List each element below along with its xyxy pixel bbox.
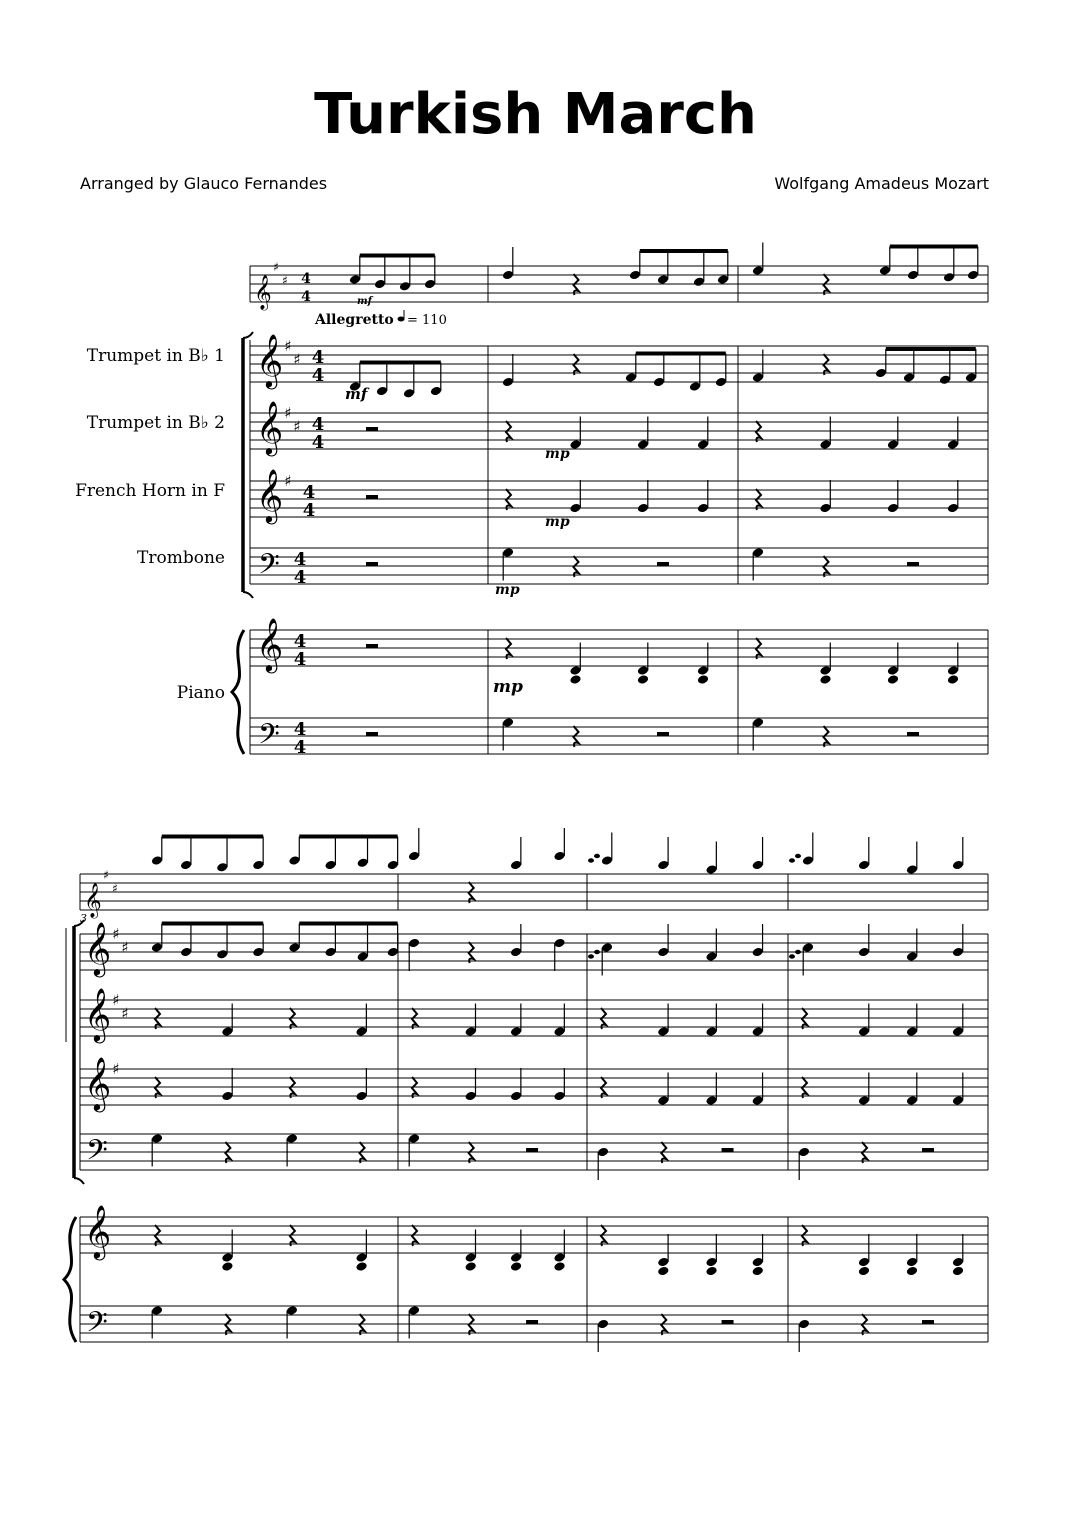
trumpet1-dynamic: mf xyxy=(345,385,368,403)
label-trumpet-1: Trumpet in B♭ 1 xyxy=(86,346,225,366)
time-signature-numerator: 4 xyxy=(302,482,316,503)
note-head xyxy=(657,1266,669,1277)
sharp-sign: ♯ xyxy=(121,1004,129,1023)
time-signature-denominator: 4 xyxy=(311,432,325,453)
half-rest xyxy=(657,732,669,736)
guide-staff-2 xyxy=(80,874,988,910)
note-head xyxy=(569,674,581,685)
time-signature-denominator: 4 xyxy=(311,365,325,386)
half-rest xyxy=(366,562,378,566)
guide-dynamic: mf xyxy=(357,296,372,307)
time-signature-denominator: 4 xyxy=(293,737,307,758)
treble-clef: 𝄞 xyxy=(256,400,284,454)
sharp-sign: ♯ xyxy=(112,881,118,896)
piano-dynamic: mp xyxy=(493,677,523,697)
note-head xyxy=(952,1266,964,1277)
time-signature-numerator: 4 xyxy=(301,271,311,287)
half-rest xyxy=(366,427,378,431)
half-rest xyxy=(366,732,378,736)
half-rest xyxy=(526,1148,538,1152)
piano-brace xyxy=(64,1217,76,1342)
time-signature-denominator: 4 xyxy=(293,649,307,670)
grace-note xyxy=(588,858,594,862)
tempo-value: = 110 xyxy=(407,313,447,328)
sharp-sign: ♯ xyxy=(121,938,129,957)
note-head xyxy=(752,1266,764,1277)
note-head xyxy=(887,674,899,685)
grace-note xyxy=(588,954,594,958)
time-signature-numerator: 4 xyxy=(293,631,307,652)
staves-layer xyxy=(64,243,988,1353)
sharp-sign: ♯ xyxy=(112,925,120,943)
note-head xyxy=(705,1266,717,1277)
note-head xyxy=(221,1261,233,1272)
note-head xyxy=(510,1261,522,1272)
bracket-hook xyxy=(243,592,253,598)
bracket-hook xyxy=(243,332,253,338)
tpt2-staff-2 xyxy=(80,1000,988,1036)
grace-note xyxy=(795,950,801,954)
sharp-sign: ♯ xyxy=(112,1060,120,1078)
sharp-sign: ♯ xyxy=(103,868,109,882)
sharp-sign: ♯ xyxy=(293,417,301,436)
bass-clef: 𝄢 xyxy=(86,1134,108,1174)
piano-brace xyxy=(232,630,244,754)
treble-clef: 𝄞 xyxy=(256,617,284,671)
grace-note xyxy=(789,954,795,958)
sharp-sign: ♯ xyxy=(273,260,279,274)
tbn-staff xyxy=(250,548,988,584)
note-head xyxy=(819,674,831,685)
tempo-note-icon xyxy=(398,317,405,322)
sharp-sign: ♯ xyxy=(284,337,292,355)
treble-clef: 𝄞 xyxy=(84,921,112,975)
label-trumpet-2: Trumpet in B♭ 2 xyxy=(86,413,225,433)
bracket-hook xyxy=(74,1178,84,1184)
note-head xyxy=(947,674,959,685)
treble-clef: 𝄞 xyxy=(84,1056,112,1110)
score-title: Turkish March xyxy=(314,82,757,147)
treble-clef: 𝄞 xyxy=(256,468,284,522)
hn-staff-2 xyxy=(80,1069,988,1105)
sharp-sign: ♯ xyxy=(284,472,292,490)
note-head xyxy=(858,1266,870,1277)
bass-clef: 𝄢 xyxy=(258,548,280,588)
time-signature-numerator: 4 xyxy=(311,347,325,368)
trumpet2-dynamic: mp xyxy=(545,446,570,462)
half-rest xyxy=(526,1320,538,1324)
treble-clef: 𝄞 xyxy=(254,275,272,310)
sharp-sign: ♯ xyxy=(284,404,292,422)
half-rest xyxy=(366,644,378,648)
pnoL-staff xyxy=(250,718,988,754)
composer-credit: Wolfgang Amadeus Mozart xyxy=(774,174,989,193)
bass-clef: 𝄢 xyxy=(86,1306,108,1346)
bass-clef: 𝄢 xyxy=(258,718,280,758)
treble-clef: 𝄞 xyxy=(84,987,112,1041)
note-head xyxy=(355,1261,367,1272)
time-signature-numerator: 4 xyxy=(293,549,307,570)
sharp-sign: ♯ xyxy=(112,991,120,1009)
half-rest xyxy=(722,1320,734,1324)
treble-clef: 𝄞 xyxy=(84,883,102,918)
label-french-horn: French Horn in F xyxy=(75,481,225,501)
label-piano: Piano xyxy=(176,683,225,703)
half-rest xyxy=(922,1320,934,1324)
pnoR-staff-2 xyxy=(80,1217,988,1253)
tpt1-staff-2 xyxy=(80,934,988,970)
pnoR-staff xyxy=(250,630,988,666)
time-signature-numerator: 4 xyxy=(311,414,325,435)
arranger-credit: Arranged by Glauco Fernandes xyxy=(80,174,328,193)
time-signature-denominator: 4 xyxy=(293,567,307,588)
trombone-dynamic: mp xyxy=(495,582,520,598)
half-rest xyxy=(657,562,669,566)
grace-note xyxy=(594,854,600,858)
time-signature-numerator: 4 xyxy=(293,719,307,740)
time-signature-denominator: 4 xyxy=(301,289,311,305)
label-trombone: Trombone xyxy=(137,548,225,568)
grace-note xyxy=(795,854,801,858)
treble-clef: 𝄞 xyxy=(256,333,284,387)
treble-clef: 𝄞 xyxy=(84,1204,112,1258)
half-rest xyxy=(907,732,919,736)
note-head xyxy=(906,1266,918,1277)
grace-note xyxy=(594,950,600,954)
half-rest xyxy=(722,1148,734,1152)
note-head xyxy=(465,1261,477,1272)
sharp-sign: ♯ xyxy=(282,273,288,288)
hn-staff xyxy=(250,481,988,517)
horn-dynamic: mp xyxy=(545,514,570,530)
half-rest xyxy=(366,495,378,499)
half-rest xyxy=(922,1148,934,1152)
grace-note xyxy=(789,858,795,862)
time-signature-denominator: 4 xyxy=(302,500,316,521)
note-head xyxy=(637,674,649,685)
note-head xyxy=(697,674,709,685)
note-head xyxy=(553,1261,565,1272)
half-rest xyxy=(907,562,919,566)
sharp-sign: ♯ xyxy=(293,350,301,369)
measure-number: 3 xyxy=(80,912,87,925)
tempo-marking: Allegretto xyxy=(315,312,394,328)
tpt2-staff xyxy=(250,413,988,449)
